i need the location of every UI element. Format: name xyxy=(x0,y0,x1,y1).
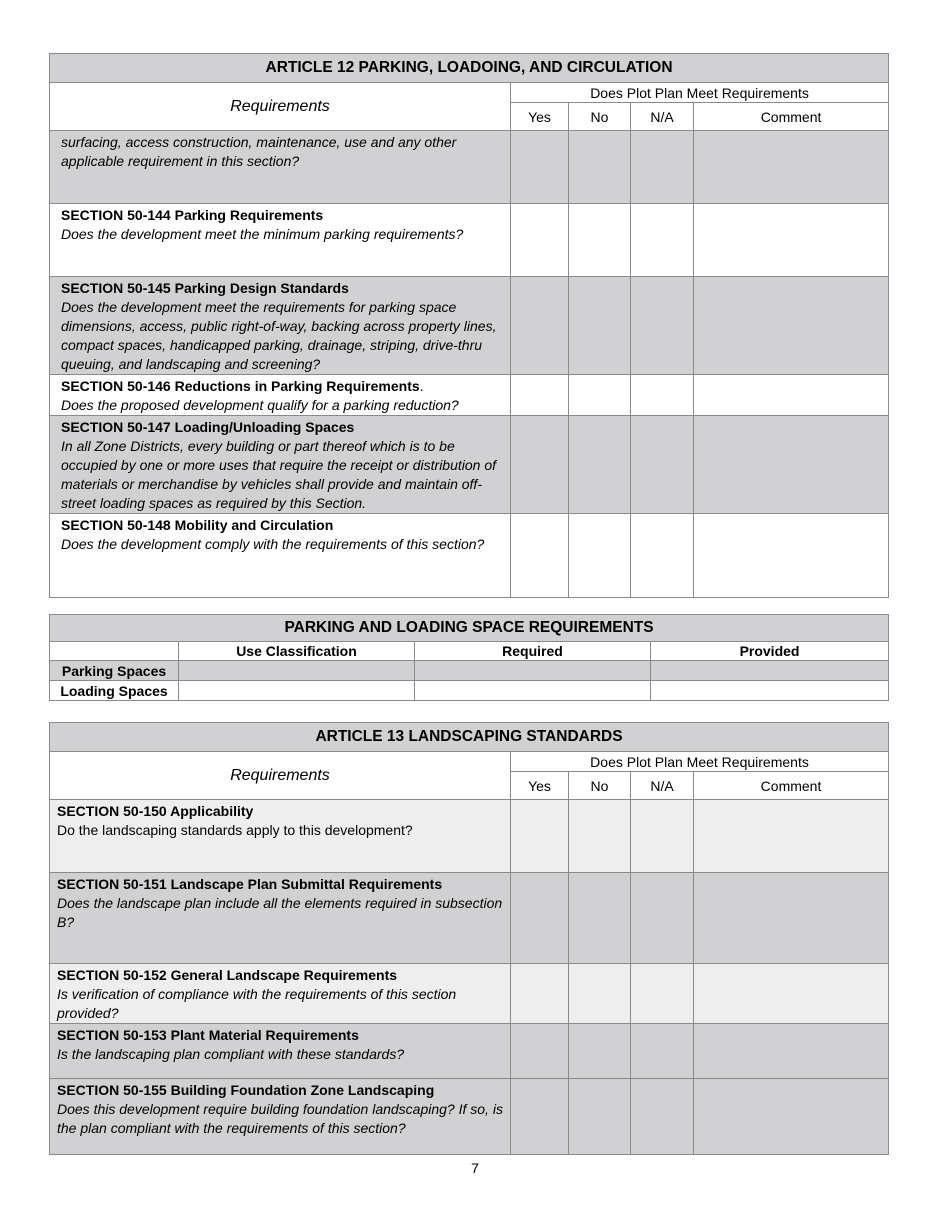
table-row xyxy=(50,416,889,514)
table-row xyxy=(50,375,889,416)
required-cell[interactable] xyxy=(415,681,651,701)
col-use-classification: Use Classification xyxy=(179,642,415,661)
section-title: SECTION 50-153 Plant Material Requirements xyxy=(57,1027,359,1043)
section-title-text: SECTION 50-146 Reductions in Parking Requirements xyxy=(61,378,420,394)
requirement-cell xyxy=(50,375,511,416)
yes-cell[interactable] xyxy=(511,514,569,598)
no-cell[interactable] xyxy=(569,416,631,514)
yes-cell[interactable] xyxy=(511,131,569,204)
col-no: No xyxy=(569,103,631,131)
col-na: N/A xyxy=(631,103,694,131)
section-title xyxy=(61,377,504,396)
na-cell[interactable] xyxy=(631,964,694,1024)
table-row xyxy=(50,514,889,598)
no-cell[interactable] xyxy=(569,204,631,277)
comment-cell[interactable] xyxy=(694,416,889,514)
use-classification-cell[interactable] xyxy=(179,681,415,701)
requirement-cell xyxy=(50,204,511,277)
na-cell[interactable] xyxy=(631,131,694,204)
requirement-text: Does the development meet the minimum parking requirements? xyxy=(61,226,464,242)
na-cell[interactable] xyxy=(631,1079,694,1155)
requirement-text: Does the development meet the requirements for parking space dimensions, access, public right-of-way, backing across property lines, compact spaces, handicapped parking, drainage, striping, drive-thru queuing, and landscaping and screening? xyxy=(61,299,497,372)
no-cell[interactable] xyxy=(569,277,631,375)
comment-cell[interactable] xyxy=(694,204,889,277)
col-yes: Yes xyxy=(511,772,569,800)
row-label-parking-spaces: Parking Spaces xyxy=(50,661,179,681)
comment-cell[interactable] xyxy=(694,131,889,204)
col-yes: Yes xyxy=(511,103,569,131)
requirements-header: Requirements xyxy=(50,752,511,800)
meet-requirements-header: Does Plot Plan Meet Requirements xyxy=(511,752,889,772)
blank-header-cell xyxy=(50,642,179,661)
article12-table xyxy=(49,53,889,598)
yes-cell[interactable] xyxy=(511,204,569,277)
requirement-cell xyxy=(50,416,511,514)
section-title: SECTION 50-150 Applicability xyxy=(57,803,254,819)
yes-cell[interactable] xyxy=(511,1024,569,1079)
requirement-cell xyxy=(50,1079,511,1155)
table-row xyxy=(50,1024,889,1079)
requirement-text: Does this development require building foundation landscaping? If so, is the plan compliant with the requirements of this section? xyxy=(57,1101,503,1136)
requirement-cell xyxy=(50,131,511,204)
no-cell[interactable] xyxy=(569,514,631,598)
requirement-text: Does the development comply with the requirements of this section? xyxy=(61,536,485,552)
col-na: N/A xyxy=(631,772,694,800)
parking-loading-title: PARKING AND LOADING SPACE REQUIREMENTS xyxy=(50,615,889,642)
comment-cell[interactable] xyxy=(694,873,889,964)
section-title: SECTION 50-151 Landscape Plan Submittal Requirements xyxy=(57,876,443,892)
article13-title: ARTICLE 13 LANDSCAPING STANDARDS xyxy=(50,723,889,752)
yes-cell[interactable] xyxy=(511,375,569,416)
table-row xyxy=(50,964,889,1024)
table-row xyxy=(50,204,889,277)
col-provided: Provided xyxy=(651,642,889,661)
requirement-cell xyxy=(50,800,511,873)
section-title-suffix: . xyxy=(419,378,424,394)
comment-cell[interactable] xyxy=(694,964,889,1024)
na-cell[interactable] xyxy=(631,800,694,873)
no-cell[interactable] xyxy=(569,1079,631,1155)
col-required: Required xyxy=(415,642,651,661)
requirement-text: Do the landscaping standards apply to this development? xyxy=(57,822,413,838)
article13-table xyxy=(49,722,889,1155)
requirement-cell xyxy=(50,964,511,1024)
requirement-text: Is the landscaping plan compliant with these standards? xyxy=(57,1046,405,1062)
no-cell[interactable] xyxy=(569,873,631,964)
comment-cell[interactable] xyxy=(694,375,889,416)
comment-cell[interactable] xyxy=(694,514,889,598)
section-title: SECTION 50-155 Building Foundation Zone Landscaping xyxy=(57,1082,435,1098)
na-cell[interactable] xyxy=(631,514,694,598)
requirement-cell xyxy=(50,514,511,598)
requirement-cell xyxy=(50,1024,511,1079)
use-classification-cell[interactable] xyxy=(179,661,415,681)
requirement-text: Does the landscape plan include all the elements required in subsection B? xyxy=(57,895,503,930)
col-comment: Comment xyxy=(694,103,889,131)
no-cell[interactable] xyxy=(569,964,631,1024)
parking-loading-table xyxy=(49,614,889,701)
yes-cell[interactable] xyxy=(511,964,569,1024)
yes-cell[interactable] xyxy=(511,277,569,375)
requirements-header: Requirements xyxy=(50,83,511,131)
no-cell[interactable] xyxy=(569,131,631,204)
table-row xyxy=(50,131,889,204)
article12-title: ARTICLE 12 PARKING, LOADOING, AND CIRCULATION xyxy=(50,54,889,83)
na-cell[interactable] xyxy=(631,873,694,964)
section-title: SECTION 50-148 Mobility and Circulation xyxy=(61,517,334,533)
na-cell[interactable] xyxy=(631,277,694,375)
requirement-text: In all Zone Districts, every building or part thereof which is to be occupied by one or more uses that require the receipt or distribution of materials or merchandise by vehicles shall provide and maintain off-street loading spaces as required by this Section. xyxy=(61,438,497,511)
table-row xyxy=(50,1079,889,1155)
requirement-cell xyxy=(50,873,511,964)
col-comment: Comment xyxy=(694,772,889,800)
page-number: 7 xyxy=(471,1160,479,1176)
no-cell[interactable] xyxy=(569,1024,631,1079)
na-cell[interactable] xyxy=(631,416,694,514)
col-no: No xyxy=(569,772,631,800)
yes-cell[interactable] xyxy=(511,873,569,964)
table-row xyxy=(50,873,889,964)
table-row xyxy=(50,277,889,375)
no-cell[interactable] xyxy=(569,800,631,873)
yes-cell[interactable] xyxy=(511,416,569,514)
comment-cell[interactable] xyxy=(694,277,889,375)
table-row xyxy=(50,800,889,873)
provided-cell[interactable] xyxy=(651,681,889,701)
section-title: SECTION 50-144 Parking Requirements xyxy=(61,207,324,223)
na-cell[interactable] xyxy=(631,204,694,277)
requirement-cell xyxy=(50,277,511,375)
requirement-text: Does the proposed development qualify for a parking reduction? xyxy=(61,397,459,413)
table-row xyxy=(50,681,889,701)
table-row xyxy=(50,661,889,681)
na-cell[interactable] xyxy=(631,375,694,416)
required-cell[interactable] xyxy=(415,661,651,681)
requirement-text: Is verification of compliance with the requirements of this section provided? xyxy=(57,986,457,1021)
row-label-loading-spaces: Loading Spaces xyxy=(50,681,179,701)
no-cell[interactable] xyxy=(569,375,631,416)
comment-cell[interactable] xyxy=(694,1079,889,1155)
yes-cell[interactable] xyxy=(511,1079,569,1155)
requirement-text: surfacing, access construction, maintenance, use and any other applicable requirement in this section? xyxy=(61,134,457,169)
na-cell[interactable] xyxy=(631,1024,694,1079)
comment-cell[interactable] xyxy=(694,1024,889,1079)
yes-cell[interactable] xyxy=(511,800,569,873)
section-title: SECTION 50-145 Parking Design Standards xyxy=(61,280,349,296)
section-title: SECTION 50-147 Loading/Unloading Spaces xyxy=(61,419,355,435)
section-title: SECTION 50-152 General Landscape Requirements xyxy=(57,967,398,983)
meet-requirements-header: Does Plot Plan Meet Requirements xyxy=(511,83,889,103)
provided-cell[interactable] xyxy=(651,661,889,681)
comment-cell[interactable] xyxy=(694,800,889,873)
